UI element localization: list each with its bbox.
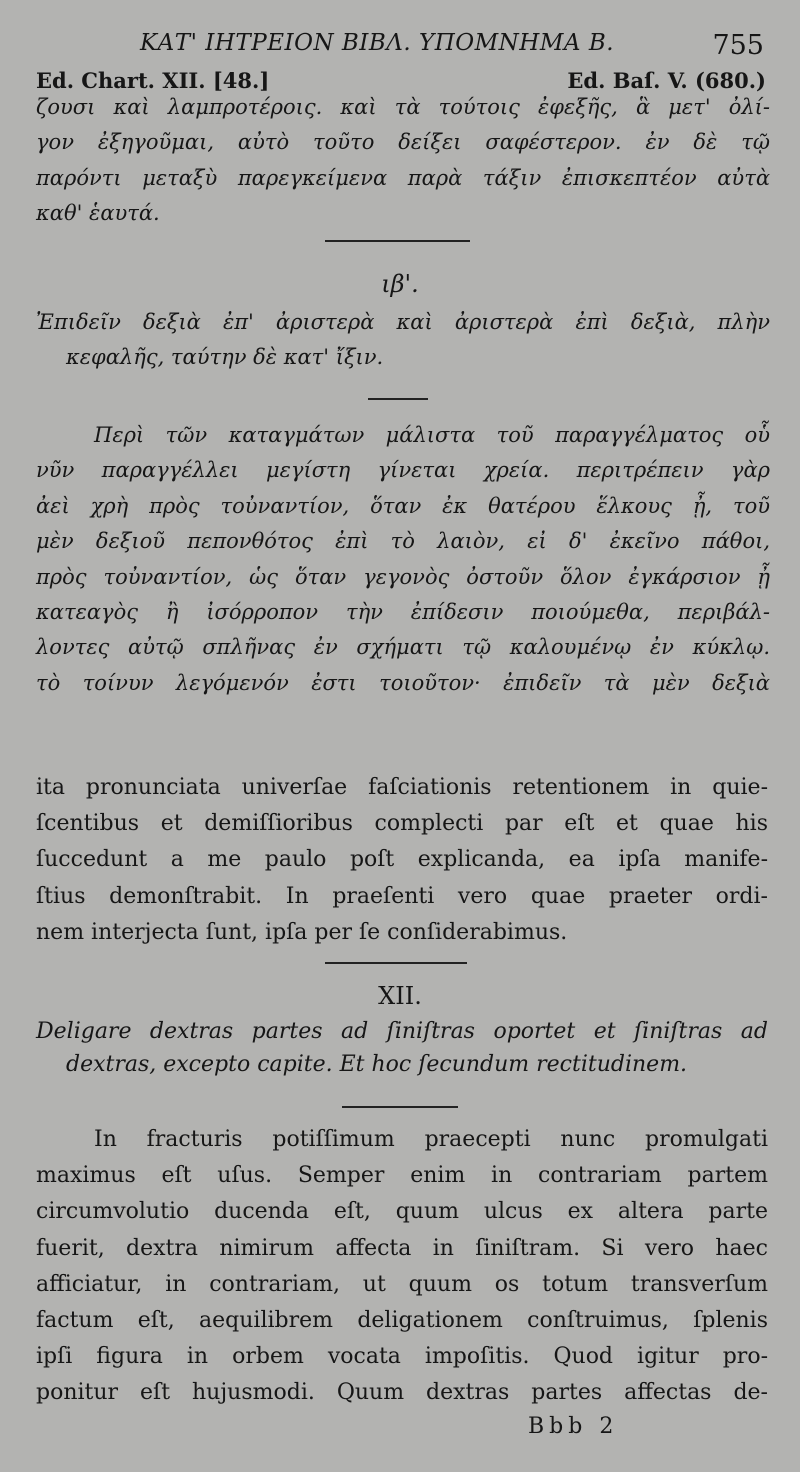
- text-line: ita pronunciata univerſae faſciationis retentionem in quie-: [36, 775, 768, 800]
- text-line: afficiatur, in contrariam, ut quum os totum transverſum: [36, 1271, 768, 1297]
- text-line: ipſi figura in orbem vocata impoſitis. Quod igitur pro-: [36, 1344, 768, 1370]
- text-line: ſcentibus et demiſſioribus complecti par eſt et quae his: [36, 811, 768, 837]
- edition-reference-right: Ed. Baſ. V. (680.): [567, 68, 766, 93]
- greek-section-number: ιβ'.: [381, 270, 419, 298]
- greek-continuation: [36, 90, 770, 232]
- latin-section-heading: [36, 1015, 768, 1081]
- text-line: ſtius demonſtrabit. In praeſenti vero quae praeter ordi-: [36, 883, 768, 909]
- text-line: λοντες αὐτῷ σπλῆνας ἐν σχήματι τῷ καλουμένῳ ἐν κύκλῳ.: [36, 635, 770, 660]
- text-line: maximus eſt uſus. Semper enim in contrariam partem: [36, 1163, 768, 1189]
- text-line: ζουσι καὶ λαμπροτέροις. καὶ τὰ τούτοις ἐφεξῆς, ἃ μετ' ὀλί-: [36, 95, 770, 119]
- text-line: ἀεὶ χρὴ πρὸς τοὐναντίον, ὅταν ἐκ θατέρου ἕλκους ᾖ, τοῦ: [36, 493, 770, 518]
- text-line: circumvolutio ducenda eſt, quum ulcus ex altera parte: [36, 1199, 768, 1225]
- section-divider: [342, 1106, 458, 1108]
- text-line: καθ' ἑαυτά.: [36, 201, 160, 226]
- text-line: νῦν παραγγέλλει μεγίστη γίνεται χρεία. περιτρέπειν γὰρ: [36, 458, 770, 483]
- running-title: ΚΑΤ' ΙΗΤΡΕΙΟΝ ΒΙΒΛ. ΥΠΟΜΝΗΜΑ Β.: [140, 30, 615, 56]
- text-line: In fracturis potiſſimum praecepti nunc promulgati: [94, 1127, 768, 1152]
- latin-commentary: [36, 1122, 768, 1412]
- text-line: ſuccedunt a me paulo poſt explicanda, ea ipſa manife-: [36, 847, 768, 873]
- edition-reference-left: Ed. Chart. XII. [48.]: [36, 68, 270, 93]
- latin-section-number: XII.: [378, 982, 422, 1010]
- text-line: παρόντι μεταξὺ παρεγκείμενα παρὰ τάξιν ἐπισκεπτέον αὐτὰ: [36, 165, 770, 190]
- greek-commentary: [36, 418, 770, 701]
- section-divider: [368, 398, 428, 400]
- heading-line: κεφαλῆς, ταύτην δὲ κατ' ἴξιν.: [66, 345, 384, 370]
- latin-continuation: [36, 770, 768, 951]
- text-line: μὲν δεξιοῦ πεπονθότος ἐπὶ τὸ λαιὸν, εἰ δ' ἐκεῖνο πάθοι,: [36, 529, 770, 554]
- text-line: fuerit, dextra nimirum affecta in ſiniſtram. Si vero haec: [36, 1235, 768, 1261]
- text-line: γον ἐξηγοῦμαι, αὐτὸ τοῦτο δείξει σαφέστερον. ἐν δὲ τῷ: [36, 130, 770, 155]
- text-line: ponitur eſt hujusmodi. Quum dextras partes affectas de-: [36, 1380, 768, 1406]
- section-divider: [325, 962, 467, 964]
- page-number: 755: [712, 30, 764, 61]
- text-line: factum eſt, aequilibrem deligationem conſtruimus, ſplenis: [36, 1308, 768, 1334]
- printer-signature: Bbb 2: [528, 1414, 619, 1439]
- heading-line: Deligare dextras partes ad ſiniſtras oportet et ſiniſtras ad: [36, 1019, 768, 1044]
- heading-line: Ἐπιδεῖν δεξιὰ ἐπ' ἀριστερὰ καὶ ἀριστερὰ ἐπὶ δεξιὰ, πλὴν: [36, 310, 770, 334]
- text-line: Περὶ τῶν καταγμάτων μάλιστα τοῦ παραγγέλματος οὗ: [94, 423, 770, 447]
- text-line: nem interjecta ſunt, ipſa per ſe conſiderabimus.: [36, 919, 568, 945]
- text-line: τὸ τοίνυν λεγόμενόν ἐστι τοιοῦτον· ἐπιδεῖν τὰ μὲν δεξιὰ: [36, 670, 770, 695]
- greek-section-heading: [36, 305, 770, 376]
- text-line: πρὸς τοὐναντίον, ὡς ὅταν γεγονὸς ὀστοῦν ὅλον ἐγκάρσιον ᾖ: [36, 564, 770, 589]
- section-divider: [325, 240, 470, 242]
- heading-line: dextras, excepto capite. Et hoc ſecundum rectitudinem.: [66, 1052, 688, 1077]
- text-line: κατεαγὸς ἢ ἰσόρροπον τὴν ἐπίδεσιν ποιούμεθα, περιβάλ-: [36, 600, 770, 625]
